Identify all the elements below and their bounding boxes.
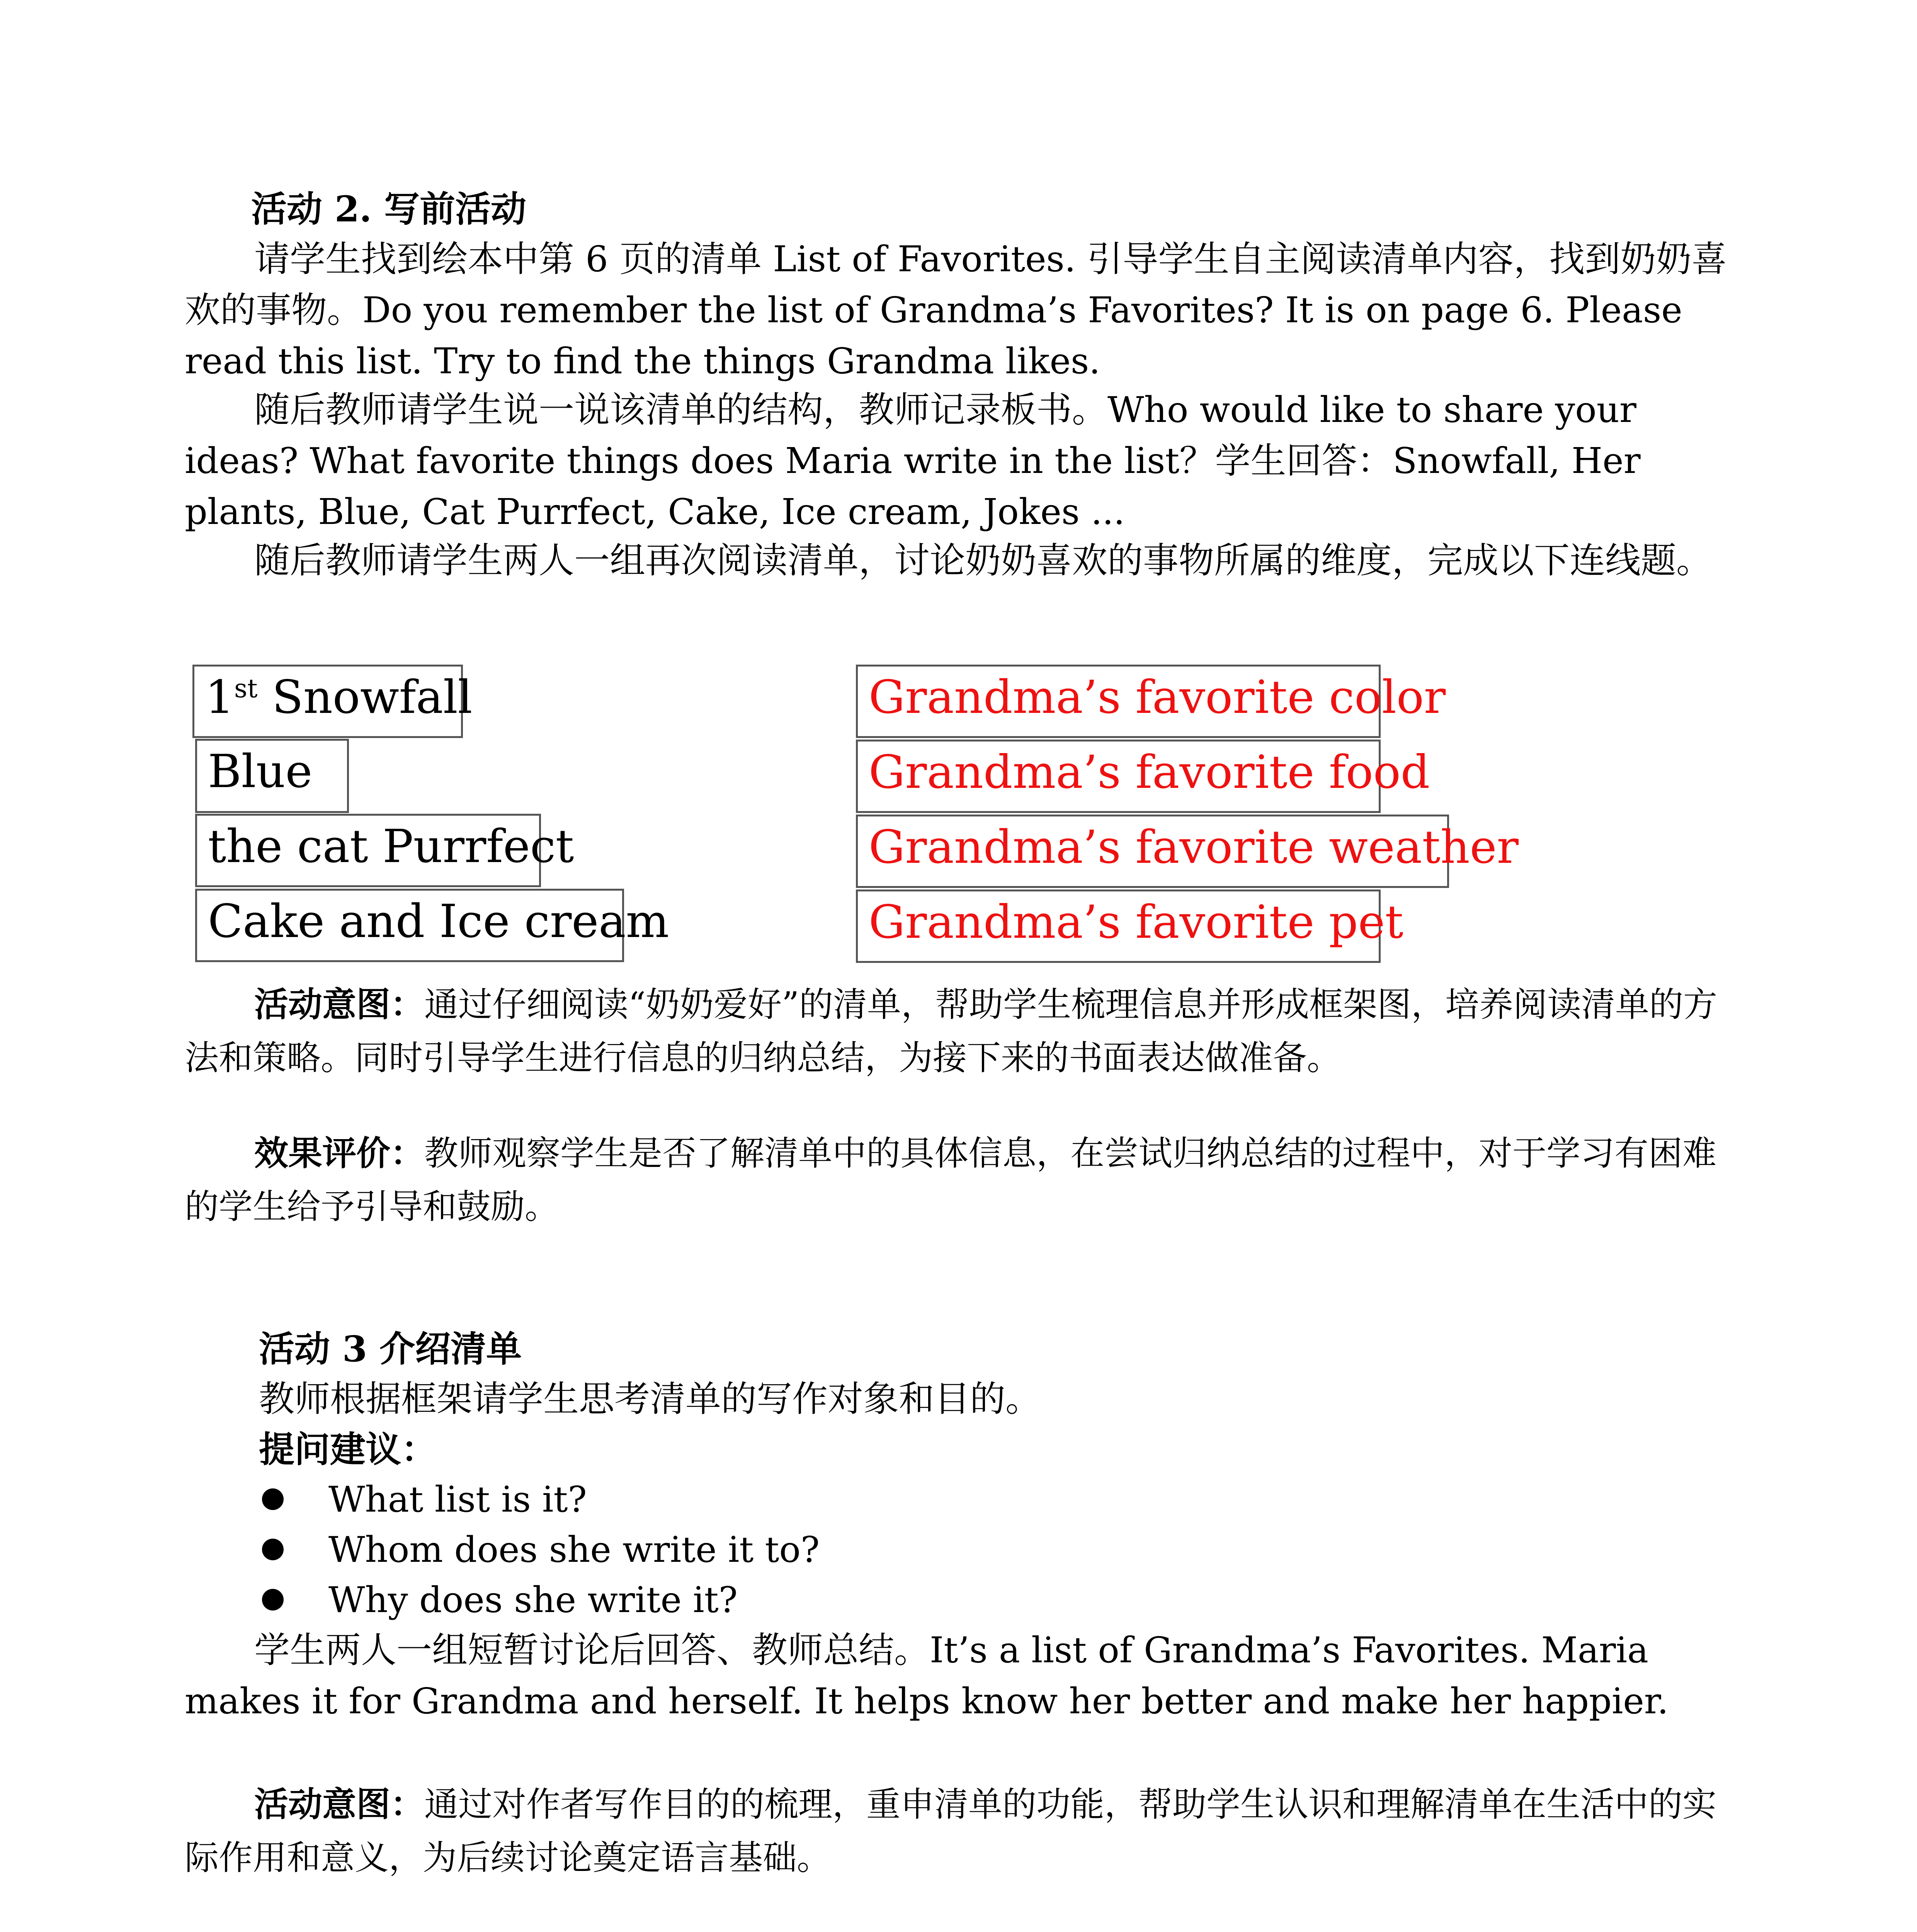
match-left-sup: st (234, 673, 258, 704)
activity3-evaluation (185, 1928, 1734, 1932)
match-left-text: Cake and Ice cream (208, 895, 669, 948)
activity2-heading: 活动 2. 写前活动 (251, 188, 527, 230)
evaluation-text: 教师观察学生是否了解清单中的具体信息，在尝试归纳总结的过程中，对于学习有困难的学生给予引导和鼓励。 (185, 1133, 1717, 1226)
intent-text: 通过仔细阅读“奶奶爱好”的清单，帮助学生梳理信息并形成框架图，培养阅读清单的方法和策略。同时引导学生进行信息的归纳总结，为接下来的书面表达做准备。 (185, 985, 1717, 1078)
bullet-icon (262, 1488, 284, 1510)
question-item: Why does she write it? (328, 1579, 738, 1621)
questions-label: 提问建议： (259, 1429, 437, 1470)
bullet-icon (262, 1539, 284, 1560)
match-left-snowfall (192, 665, 473, 738)
activity2-evaluation (185, 1126, 1734, 1233)
activity2-intent (185, 978, 1734, 1085)
intent-label: 活动意图： (254, 1784, 425, 1824)
activity3-heading: 活动 3 介绍清单 (259, 1328, 522, 1370)
match-right-weather: Grandma’s favorite weather (856, 815, 1449, 888)
question-item: What list is it? (328, 1479, 587, 1520)
match-left-text: Blue (208, 745, 313, 798)
intent-label: 活动意图： (254, 984, 425, 1024)
match-right-pet: Grandma’s favorite pet (856, 889, 1381, 963)
match-left-text: Snowfall (257, 670, 473, 724)
match-left-text: 1 (205, 670, 235, 724)
match-right-food: Grandma’s favorite food (856, 740, 1381, 813)
match-left-cat (195, 814, 574, 887)
activity3-paragraph-1: 教师根据框架请学生思考清单的写作对象和目的。 (259, 1378, 1041, 1420)
activity2-paragraph-3: 随后教师请学生两人一组再次阅读清单，讨论奶奶喜欢的事物所属的维度，完成以下连线题。 (254, 540, 1712, 581)
match-right-color: Grandma’s favorite color (856, 665, 1381, 738)
match-left-blue (195, 739, 349, 813)
match-left-text: the cat Purrfect (208, 820, 574, 873)
match-left-cake (195, 889, 669, 962)
activity3-intent (185, 1777, 1734, 1884)
activity3-paragraph-2: 学生两人一组短暂讨论后回答、教师总结。It’s a list of Grandma’s Favorites. Maria makes it for Grandma and herself. It helps know her better and make her happier. (185, 1629, 1669, 1722)
question-item: Whom does she write it to? (328, 1529, 820, 1570)
intent-text: 通过对作者写作目的的梳理，重申清单的功能，帮助学生认识和理解清单在生活中的实际作用和意义，为后续讨论奠定语言基础。 (185, 1784, 1717, 1878)
bullet-icon (262, 1589, 284, 1611)
activity2-paragraph-2: 随后教师请学生说一说该清单的结构，教师记录板书。Who would like to share your ideas? What favorite things does Maria write in the list？学生回答：Snowfall, Her plants, Blue, Cat Purrfect, Cake, Ice cream, Jokes ... (185, 389, 1641, 532)
activity2-paragraph-1: 请学生找到绘本中第 6 页的清单 List of Favorites. 引导学生自主阅读清单内容，找到奶奶喜欢的事物。Do you remember the list of Grandma’s Favorites? It is on page 6. Please read this list. Try to find the things Grandma likes. (185, 238, 1727, 382)
evaluation-label: 效果评价： (254, 1133, 425, 1173)
